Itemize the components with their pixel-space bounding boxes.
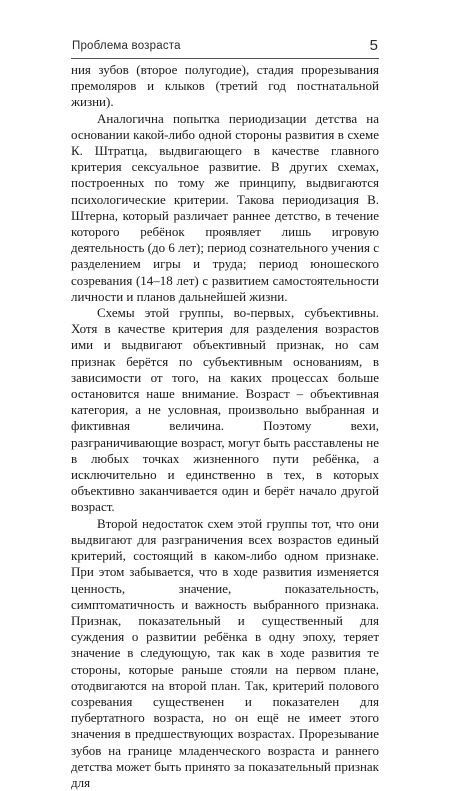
running-header	[71, 36, 379, 59]
body-text	[71, 62, 379, 791]
paragraph-continuation: ния зубов (второе полугодие), стадия прорезывания премоляров и клыков (третий год постнатальной жизни).	[71, 62, 379, 110]
paragraph-stratz-periodization: Аналогична попытка периодизации детства на основании какой-либо одной стороны развития в схеме К. Штратца, выдвигающего в качестве главного критерия сексуальное развитие. В других схемах, построенных по тому же принципу, выдвигаются психологические критерии. Такова периодизация В. Штерна, который различает раннее детство, в течение которого ребёнок проявляет лишь игровую деятельность (до 6 лет); период сознательного учения с разделением игры и труда; период юношеского созревания (14–18 лет) с развитием самостоятельности личности и планов дальнейшей жизни.	[71, 110, 379, 304]
paragraph-subjectivity: Схемы этой группы, во-первых, субъективны. Хотя в качестве критерия для разделения возрастов ими и выдвигают объективный признак, но сам признак берётся по субъективным основаниям, в зависимости от того, на каких процессах больше остановится наше внимание. Возраст – объективная категория, а не условная, произвольно выбранная и фиктивная величина. Поэтому вехи, разграничивающие возраст, могут быть расставлены не в любых точках жизненного пути ребёнка, а исключительно и единственно в тех, в которых объективно заканчивается один и берёт начало другой возраст.	[71, 305, 379, 515]
running-title: Проблема возраста	[72, 40, 181, 52]
page-number: 5	[369, 37, 378, 54]
paragraph-single-criterion: Второй недостаток схем этой группы тот, что они выдвигают для разграничения всех возрастов единый критерий, состоящий в каком-либо одном признаке. При этом забывается, что в ходе развития изменяется ценность, значение, показательность, симптоматичность и важность выбранного признака. Признак, показательный и существенный для суждения о развитии ребёнка в одну эпоху, теряет значение в следующую, так как в ходе развития те стороны, которые раньше стояли на первом плане, отодвигаются на второй план. Так, критерий полового созревания существенен и показателен для пубертатного возраста, но он ещё не имеет этого значения в предшествующих возрастах. Прорезывание зубов на границе младенческого возраста и раннего детства может быть принято за показательный признак для	[71, 515, 379, 790]
